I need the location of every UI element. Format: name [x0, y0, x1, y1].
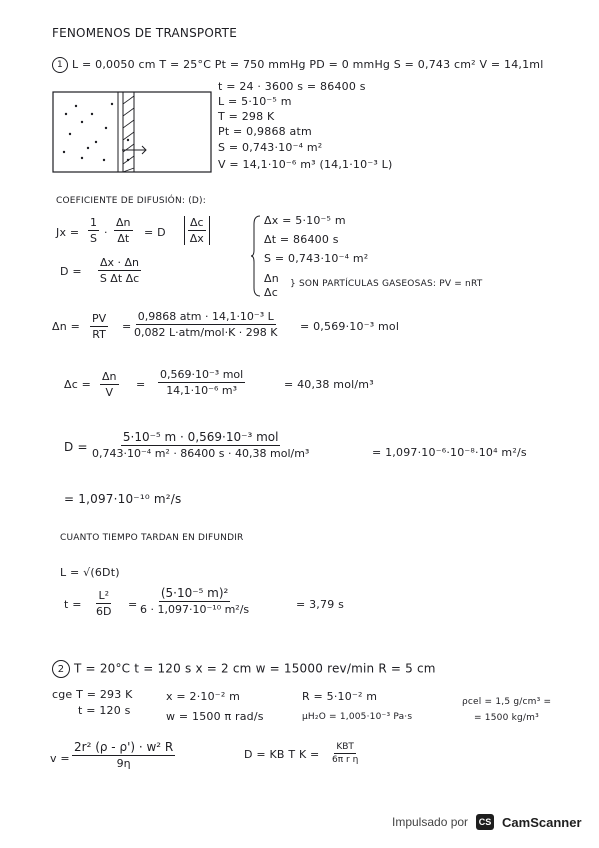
t-fraction-1 — [96, 589, 111, 618]
problem-2-number: 2 — [52, 660, 70, 678]
right-dc: Δc — [264, 286, 278, 299]
dn-lhs: Δn = — [52, 320, 81, 333]
coefficient-heading: COEFICIENTE DE DIFUSIÓN: (D): — [56, 196, 206, 206]
dc-lhs: Δc = — [64, 378, 92, 391]
dn-big-fraction — [134, 310, 278, 339]
brace-left — [250, 214, 262, 298]
conv-angular-velocity: w = 1500 π rad/s — [166, 710, 264, 723]
conv-time: t = 120 s — [78, 704, 131, 717]
t-fraction-2-num: (5·10⁻⁵ m)² — [160, 586, 229, 600]
conv-density-1: ρcel = 1,5 g/cm³ = — [462, 697, 552, 707]
gas-note: } SON PARTÍCULAS GASEOSAS: PV = nRT — [290, 279, 483, 289]
conv-temperature: cge T = 293 K — [52, 688, 133, 701]
dc-fraction — [100, 370, 119, 399]
data-line-volume: V = 14,1·10⁻⁶ m³ (14,1·10⁻³ L) — [218, 158, 393, 171]
d-einstein-den: 6π r η — [332, 755, 359, 765]
dc-fraction-num: Δn — [102, 370, 117, 383]
flux-fraction-3-num: Δc — [190, 216, 204, 229]
flux-fraction-2-den: Δt — [117, 232, 130, 245]
t-equals: = — [128, 598, 138, 611]
d-einstein-num: KBT — [336, 742, 354, 752]
flux-fraction-1-den: S — [90, 232, 97, 245]
v-fraction-den: 9η — [116, 757, 131, 770]
dcalc-result: = 1,097·10⁻⁶·10⁻⁸·10⁴ m²/s — [372, 446, 527, 459]
dcalc-num: 5·10⁻⁵ m · 0,569·10⁻³ mol — [122, 430, 279, 444]
flux-lhs: Jx = — [56, 226, 80, 239]
flux-fraction-2 — [114, 216, 133, 245]
dn-equals: = — [122, 320, 132, 333]
d-fraction-num: Δx · Δn — [100, 256, 140, 269]
problem-1-givens — [52, 57, 543, 73]
dn-fraction-pvrt — [90, 312, 108, 341]
dn-fraction-num: PV — [92, 312, 107, 325]
camscanner-brand: CamScanner — [502, 814, 582, 830]
dcalc-fraction — [92, 430, 309, 460]
camscanner-logo-icon: CS — [476, 814, 494, 830]
data-line-temperature: T = 298 K — [218, 110, 275, 123]
conv-density-2: = 1500 kg/m³ — [474, 713, 539, 723]
conv-radius: R = 5·10⁻² m — [302, 690, 378, 703]
data-line-length: L = 5·10⁻⁵ m — [218, 95, 292, 108]
data-line-time: t = 24 · 3600 s = 86400 s — [218, 80, 366, 93]
flux-fraction-3 — [184, 216, 210, 245]
dc-fraction-den: V — [105, 386, 114, 399]
dn-big-num: 0,9868 atm · 14,1·10⁻³ L — [137, 310, 274, 323]
conv-distance: x = 2·10⁻² m — [166, 690, 241, 703]
right-dn: Δn — [264, 272, 279, 285]
dn-fraction-den: RT — [92, 328, 106, 341]
right-s: S = 0,743·10⁻⁴ m² — [264, 252, 369, 265]
dc-big-fraction — [158, 368, 245, 397]
page-title: FENOMENOS DE TRANSPORTE — [52, 26, 237, 40]
diffusion-chamber-diagram — [52, 90, 214, 176]
dc-result: = 40,38 mol/m³ — [284, 378, 374, 391]
problem-2-givens — [52, 660, 436, 678]
l-formula: L = √(6Dt) — [60, 566, 120, 579]
right-dt: Δt = 86400 s — [264, 233, 339, 246]
t-fraction-2 — [140, 586, 249, 616]
d-lhs: D = — [60, 265, 82, 278]
dcalc-lhs: D = — [64, 440, 88, 454]
v-fraction — [72, 740, 175, 770]
flux-equals-d: = D — [144, 226, 166, 239]
dc-big-den: 14,1·10⁻⁶ m³ — [166, 384, 238, 397]
conv-viscosity: μH₂O = 1,005·10⁻³ Pa·s — [302, 712, 413, 722]
d-einstein-formula: D = KB T K = — [244, 748, 320, 761]
d-fraction — [98, 256, 141, 285]
dc-big-num: 0,569·10⁻³ mol — [160, 368, 244, 381]
time-heading: CUANTO TIEMPO TARDAN EN DIFUNDIR — [60, 533, 244, 543]
problem-1-givens-text: L = 0,0050 cm T = 25°C Pt = 750 mmHg PD = 0 mmHg S = 0,743 cm² V = 14,1ml — [72, 58, 544, 71]
d-fraction-den: S Δt Δc — [99, 272, 140, 285]
t-result: = 3,79 s — [296, 598, 345, 611]
times-sign: · — [104, 226, 108, 239]
data-line-pressure: Pt = 0,9868 atm — [218, 125, 312, 138]
flux-fraction-2-num: Δn — [116, 216, 131, 229]
right-dx: Δx = 5·10⁻⁵ m — [264, 214, 346, 227]
t-lhs: t = — [64, 598, 82, 611]
problem-1-number: 1 — [52, 57, 68, 73]
camscanner-watermark — [392, 814, 582, 830]
flux-fraction-1-num: 1 — [90, 216, 97, 229]
dn-big-den: 0,082 L·atm/mol·K · 298 K — [134, 326, 278, 339]
problem-2-givens-text: T = 20°C t = 120 s x = 2 cm w = 15000 rev/min R = 5 cm — [74, 661, 436, 676]
t-fraction-1-den: 6D — [96, 605, 112, 618]
flux-fraction-3-den: Δx — [189, 232, 204, 245]
d-final-result: = 1,097·10⁻¹⁰ m²/s — [64, 492, 182, 506]
dcalc-den: 0,743·10⁻⁴ m² · 86400 s · 40,38 mol/m³ — [92, 447, 310, 460]
d-einstein-fraction — [332, 742, 358, 765]
v-lhs: v = — [50, 752, 70, 765]
t-fraction-1-num: L² — [98, 589, 109, 602]
flux-fraction-1 — [88, 216, 99, 245]
data-line-surface: S = 0,743·10⁻⁴ m² — [218, 141, 323, 154]
dc-equals: = — [136, 378, 146, 391]
powered-by-text: Impulsado por — [392, 815, 469, 829]
dn-result: = 0,569·10⁻³ mol — [300, 320, 400, 333]
v-fraction-num: 2r² (ρ - ρ') · w² R — [74, 740, 174, 754]
t-fraction-2-den: 6 · 1,097·10⁻¹⁰ m²/s — [140, 603, 250, 616]
